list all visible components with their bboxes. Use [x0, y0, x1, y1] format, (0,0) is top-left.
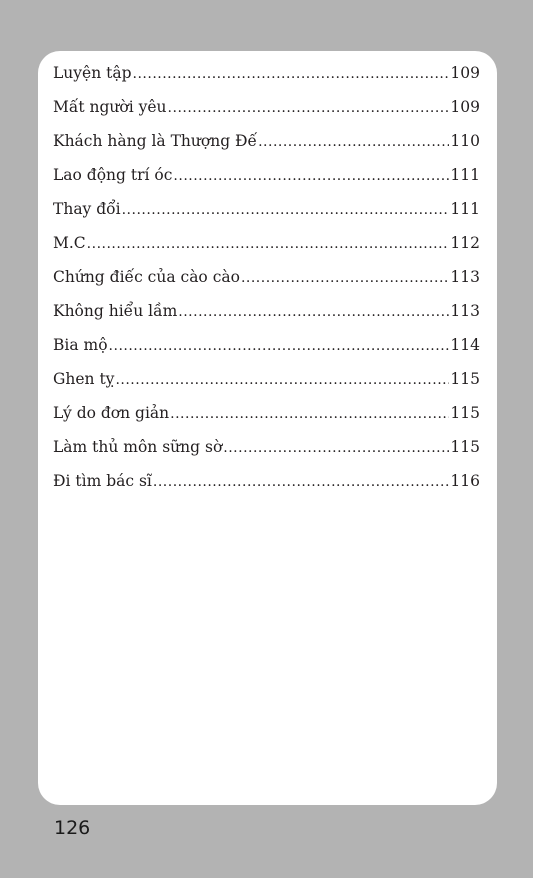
toc-entry-title: Làm thủ môn sững sờ	[53, 438, 223, 456]
toc-leader-dots	[173, 159, 449, 193]
toc-entry-title: Chứng điếc của cào cào	[53, 268, 240, 286]
toc-leader-dots	[122, 193, 450, 227]
toc-entry	[53, 294, 480, 328]
toc-entry-page: 112	[450, 234, 480, 252]
toc-leader-dots	[170, 397, 449, 431]
toc-entry	[53, 396, 480, 430]
toc-entry-title: M.C	[53, 234, 86, 252]
toc-entry	[53, 328, 480, 362]
page-number: 126	[54, 817, 91, 839]
toc-leader-dots	[168, 91, 450, 125]
toc-entry	[53, 56, 480, 90]
toc-entry-page: 113	[450, 268, 480, 286]
toc-entry	[53, 90, 480, 124]
toc-entry-title: Lý do đơn giản	[53, 404, 170, 422]
toc-leader-dots	[87, 227, 450, 261]
toc-leader-dots	[241, 261, 449, 295]
toc-entry-title: Không hiểu lầm	[53, 302, 178, 320]
toc-entry-page: 111	[450, 166, 480, 184]
toc-leader-dots	[178, 295, 449, 329]
toc-entry-page: 115	[450, 370, 480, 388]
toc-entry-title: Bia mộ	[53, 336, 108, 354]
toc-entry	[53, 430, 480, 464]
toc-leader-dots	[153, 465, 450, 499]
toc-entry	[53, 158, 480, 192]
toc-entry	[53, 362, 480, 396]
toc-entry-title: Khách hàng là Thượng Đế	[53, 132, 258, 150]
toc-entry-title: Mất người yêu	[53, 98, 167, 116]
toc-leader-dots	[223, 431, 449, 465]
toc-leader-dots	[133, 57, 450, 91]
toc-leader-dots	[109, 329, 450, 363]
toc-entry-page: 110	[450, 132, 480, 150]
toc-entry-page: 111	[450, 200, 480, 218]
toc-entry-page: 113	[450, 302, 480, 320]
toc-entry	[53, 124, 480, 158]
toc-entry	[53, 260, 480, 294]
table-of-contents	[53, 56, 480, 498]
toc-entry-title: Luyện tập	[53, 64, 132, 82]
toc-entry-page: 115	[450, 438, 480, 456]
toc-entry-page: 116	[450, 472, 480, 490]
toc-entry	[53, 464, 480, 498]
toc-entry-title: Đi tìm bác sĩ	[53, 472, 152, 490]
toc-leader-dots	[258, 125, 449, 159]
toc-entry-page: 109	[450, 98, 480, 116]
toc-entry-page: 114	[450, 336, 480, 354]
toc-entry-title: Ghen tỵ	[53, 370, 115, 388]
toc-entry	[53, 226, 480, 260]
toc-card	[38, 51, 497, 805]
toc-leader-dots	[115, 363, 449, 397]
toc-entry-title: Lao động trí óc	[53, 166, 173, 184]
toc-entry-page: 109	[450, 64, 480, 82]
toc-entry-title: Thay đổi	[53, 200, 121, 218]
toc-entry-page: 115	[450, 404, 480, 422]
toc-entry	[53, 192, 480, 226]
